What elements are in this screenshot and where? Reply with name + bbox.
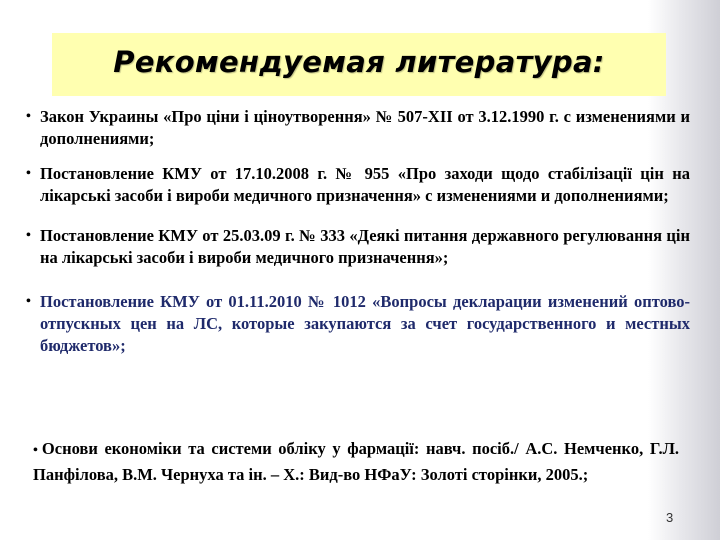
list-item-text: Закон Украины «Про ціни і ціноутворення» № 507-XII от 3.12.1990 г. с изменениями и дополнениями; [40,107,690,148]
title-banner [52,33,666,96]
bullet-icon: • [26,166,31,181]
bullet-icon: • [26,228,31,243]
bullet-icon: • [33,443,38,458]
list-item-text: Основи економіки та системи обліку у фармації: навч. посіб./ А.С. Немченко, Г.Л. Панфілова, В.М. Чернуха та ін. – Х.: Вид-во НФаУ: Золоті сторінки, 2005.; [33,439,679,484]
list-item [33,437,679,487]
list-item-text: Постановление КМУ от 17.10.2008 г. № 955 «Про заходи щодо стабілізації цін на лікарські засоби і вироби медичного призначення» с изменениями и дополнениями; [40,164,690,205]
page-number: 3 [666,510,674,525]
list-item-highlighted [26,291,690,357]
bullet-icon: • [26,294,31,309]
list-item [26,225,690,269]
bullet-icon: • [26,109,31,124]
slide-title: Рекомендуемая литература: [113,45,605,79]
list-item [26,163,690,207]
list-item-text: Постановление КМУ от 25.03.09 г. № 333 «Деякі питання державного регулювання цін на лікарські засоби і вироби медичного призначення»; [40,226,690,267]
list-item-text: Постановление КМУ от 01.11.2010 № 1012 «Вопросы декларации изменений оптово-отпускных цен на ЛС, которые закупаются за счет государственного и местных бюджетов»; [40,292,690,355]
list-item [26,106,690,150]
literature-list [26,106,690,369]
